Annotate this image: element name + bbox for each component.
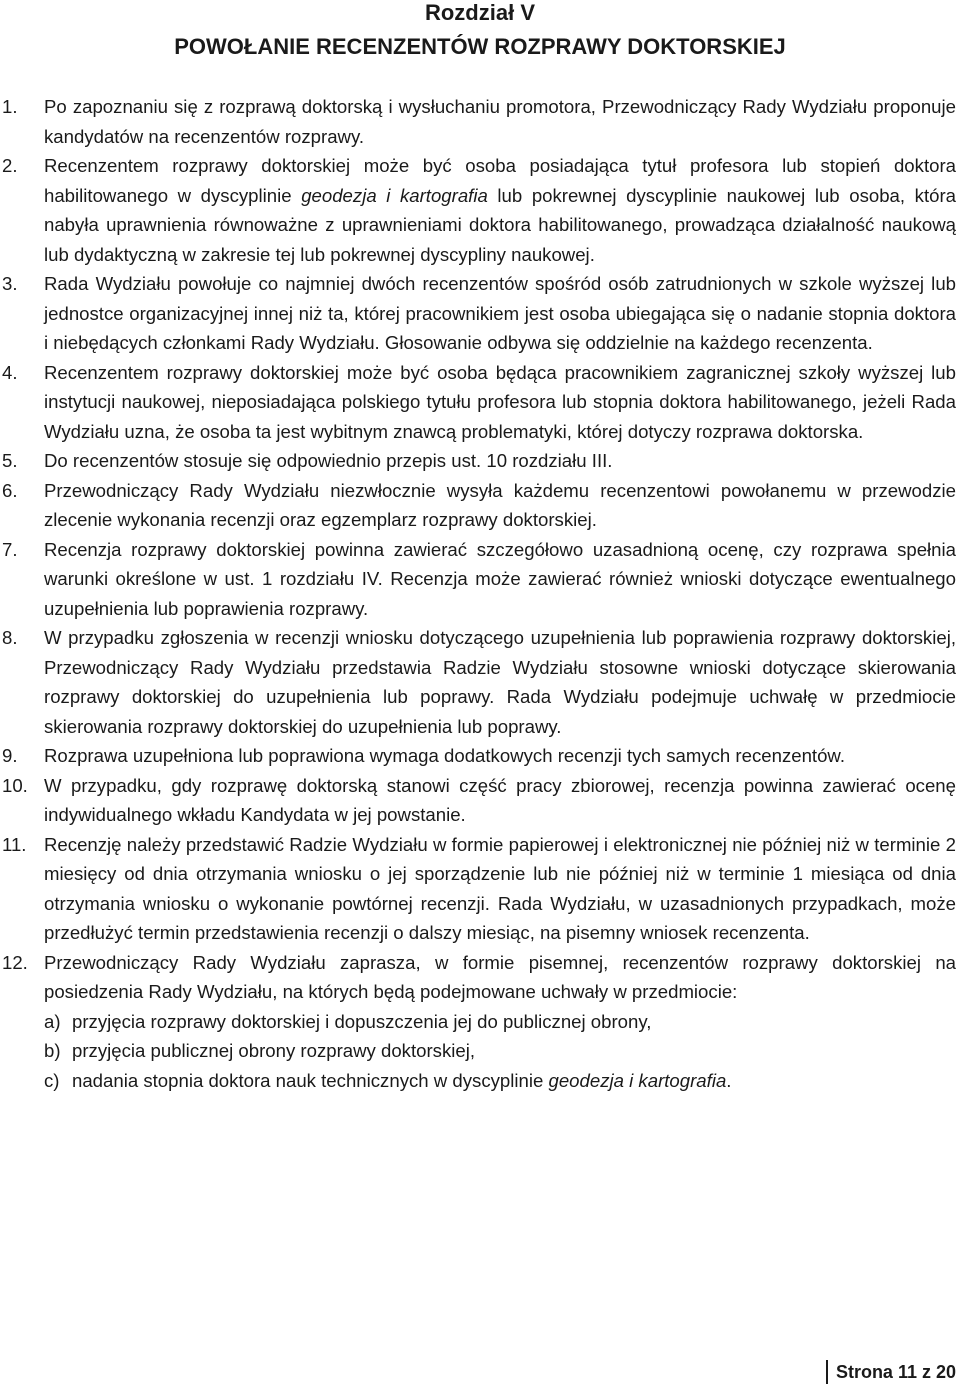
item-text: Rada Wydziału powołuje co najmniej dwóch recenzentów spośród osób zatrudnionych w szkole wyższej lub jednostce organizacyjnej innej niż ta, której pracownikiem jest osoba ubiegająca się o nadanie stopnia doktora i niebędących członkami Rady Wydziału. Głosowanie odbywa się oddzielnie na każdego recenzenta. (44, 273, 956, 353)
item-number: 7. (2, 538, 18, 560)
item-text: Do recenzentów stosuje się odpowiednio przepis ust. 10 rozdziału III. (44, 450, 613, 471)
sub-item-text: przyjęcia rozprawy doktorskiej i dopuszczenia jej do publicznej obrony, (72, 1010, 652, 1032)
sub-list-item (44, 1066, 956, 1096)
item-text: Po zapoznaniu się z rozprawą doktorską i wysłuchaniu promotora, Przewodniczący Rady Wydziału proponuje kandydatów na recenzentów rozprawy. (44, 96, 956, 147)
item-number: 6. (2, 479, 18, 501)
item-number: 5. (2, 450, 18, 471)
list-item (0, 535, 960, 624)
item-number: 10. (2, 774, 28, 796)
list-item (0, 948, 960, 1096)
item-text: Przewodniczący Rady Wydziału niezwłocznie wysyła każdemu recenzentowi powołanemu w przewodzie zlecenie wykonania recenzji oraz egzemplarz rozprawy doktorskiej. (44, 479, 956, 530)
list-item (0, 830, 960, 948)
item-number: 3. (2, 273, 18, 294)
sub-item-letter: c) (44, 1069, 60, 1091)
item-text: Recenzentem rozprawy doktorskiej może być osoba posiadająca tytuł profesora lub stopień doktora habilitowanego w dyscyplinie geodezja i kartografia lub pokrewnej dyscyplinie naukowej lub osoba, która nabyła uprawnienia równoważne z uprawnieniami doktora habilitowanego, prowadząca działalność naukową lub dydaktyczną w zakresie tej lub pokrewnej dyscypliny naukowej. (44, 155, 956, 265)
item-text: W przypadku, gdy rozprawę doktorską stanowi część pracy zbiorowej, recenzja powinna zawierać ocenę indywidualnego wkładu Kandydata w jej powstanie. (44, 774, 956, 825)
chapter-title: POWOŁANIE RECENZENTÓW ROZPRAWY DOKTORSKIEJ (174, 34, 786, 59)
article-list (0, 92, 960, 1095)
sub-item-letter: a) (44, 1010, 61, 1032)
list-item (0, 92, 960, 151)
discipline-name: geodezja i kartografia (548, 1069, 727, 1091)
list-item (0, 623, 960, 741)
sub-item-letter: b) (44, 1040, 61, 1061)
item-text: Recenzja rozprawy doktorskiej powinna zawierać szczegółowo uzasadnioną ocenę, czy rozprawa spełnia warunki określone w ust. 1 rozdziału IV. Recenzja może zawierać również wnioski dotyczące ewentualnego uzupełnienia lub poprawienia rozprawy. (44, 538, 956, 619)
list-item (0, 741, 960, 771)
list-item (0, 446, 960, 476)
item-text: W przypadku zgłoszenia w recenzji wniosku dotyczącego uzupełnienia lub poprawienia rozprawy doktorskiej, Przewodniczący Rady Wydziału przedstawia Radzie Wydziału stosowne wnioski dotyczące skierowania rozprawy doktorskiej do uzupełnienia lub poprawy. Rada Wydziału podejmuje uchwałę w przedmiocie skierowania rozprawy doktorskiej do uzupełnienia lub poprawy. (44, 627, 956, 737)
item-text: Przewodniczący Rady Wydziału zaprasza, w formie pisemnej, recenzentów rozprawy doktorskiej na posiedzenia Rady Wydziału, na których będą podejmowane uchwały w przedmiocie: (44, 951, 956, 1002)
discipline-name: geodezja i kartografia (301, 184, 488, 206)
item-number: 11. (2, 833, 27, 855)
item-text: Recenzję należy przedstawić Radzie Wydziału w formie papierowej i elektronicznej nie później niż w terminie 2 miesięcy od dnia otrzymania wniosku o jej sporządzenie lub nie później niż w terminie 1 miesiąca od dnia otrzymania wniosku o wykonanie powtórnej recenzji. Rada Wydziału, w uzasadnionych przypadkach, może przedłużyć termin przedstawienia recenzji o dalszy miesiąc, na pisemny wniosek recenzenta. (44, 833, 956, 943)
sub-list (44, 1007, 956, 1096)
item-number: 9. (2, 745, 18, 766)
item-number: 2. (2, 155, 18, 176)
list-item (0, 151, 960, 269)
page-number: Strona 11 z 20 (826, 1360, 956, 1384)
item-number: 12. (2, 951, 28, 973)
sub-list-item (44, 1036, 956, 1066)
sub-list-item (44, 1007, 956, 1037)
item-text: Recenzentem rozprawy doktorskiej może być osoba będąca pracownikiem zagranicznej szkoły wyższej lub instytucji naukowej, nieposiadająca polskiego tytułu profesora lub stopnia doktora habilitowanego, jeżeli Rada Wydziału uzna, że osoba ta jest wybitnym znawcą problematyki, której dotyczy rozprawa doktorska. (44, 361, 956, 442)
list-item (0, 771, 960, 830)
item-number: 8. (2, 627, 18, 648)
list-item (0, 358, 960, 447)
sub-item-text: nadania stopnia doktora nauk technicznych w dyscyplinie geodezja i kartografia. (72, 1069, 732, 1091)
chapter-heading: Rozdział V (424, 0, 535, 25)
item-number: 1. (2, 96, 18, 117)
list-item (0, 269, 960, 358)
list-item (0, 476, 960, 535)
sub-item-text: przyjęcia publicznej obrony rozprawy doktorskiej, (72, 1040, 476, 1061)
item-number: 4. (2, 361, 18, 383)
item-text: Rozprawa uzupełniona lub poprawiona wymaga dodatkowych recenzji tych samych recenzentów. (44, 745, 846, 766)
